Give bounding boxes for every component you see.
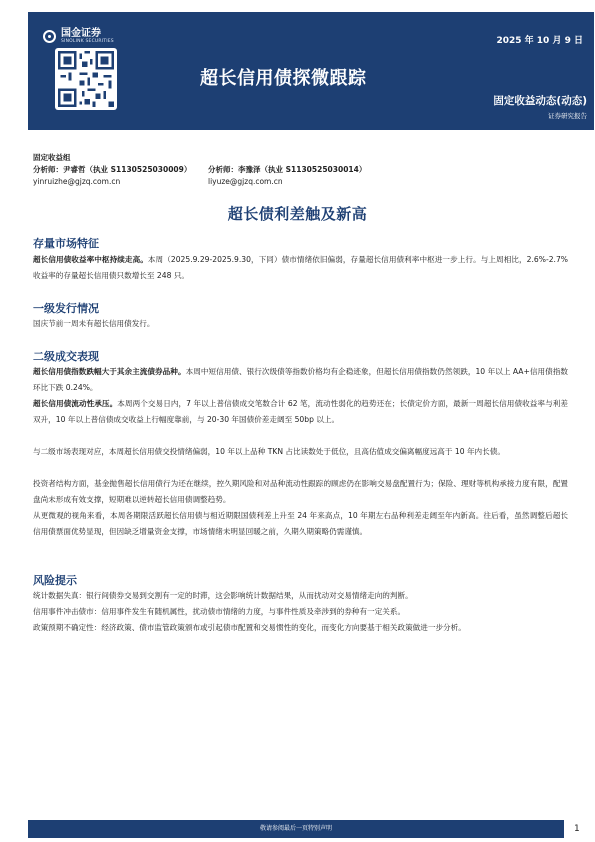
section-risk-para-2: [33, 604, 568, 620]
para-body: 国庆节前一周未有超长信用债发行。: [33, 319, 155, 328]
analyst-1-prefix: 分析师：: [33, 165, 63, 174]
section-risk-para-1: [33, 588, 568, 604]
section-heading-primary-issuance: 一级发行情况: [33, 302, 99, 315]
analyst-1-email: yinruizhe@gjzq.com.cn: [33, 177, 121, 186]
report-type: 证券研究报告: [548, 112, 587, 120]
para-body: 从更微观的视角来看，本周各期限活跃超长信用债与相近期限国债利差上升至 24 年来高点，10 年期左右品种利差走阔至年内新高。往后看，虽然调整后超长信用债票面优势显现，但因缺乏增量资金支撑，市场情绪未明显回暖之前，久期久期策略仍需谨慎。: [33, 511, 568, 536]
para-body: 本周中短信用债、银行次级债等指数价格均有企稳迹象，但超长信用债指数仍然领跌，10 年以上 AA+信用债指数环比下跌 0.24%。: [33, 367, 569, 392]
analyst-info: [33, 152, 563, 188]
section-secondary-para-5: [33, 508, 568, 540]
section-risk-para-3: [33, 620, 568, 636]
para-body: 本周两个交易日内，7 年以上普信债成交笔数合计 62 笔，流动性弱化的趋势还在；长债定价方面，最新一周超长信用债收益率与利差双升，10 年以上普信债成交收益上行幅度靠前，与 20-30 年国债价差走阔至 50bp 以上。: [33, 399, 568, 424]
analyst-1-name: 尹睿哲（执业 S1130525030009）: [63, 165, 192, 174]
para-lead: 超长信用债收益率中枢持续走高。: [33, 255, 148, 264]
page-number: 1: [574, 824, 580, 834]
section-stock-market-para-1: [33, 252, 568, 284]
section-secondary-para-4: [33, 476, 568, 508]
report-category: 固定收益动态(动态): [493, 95, 587, 107]
logo-en-text: SINOLINK SECURITIES: [61, 39, 114, 44]
para-body: 政策预期不确定性：经济政策、债市监管政策颁布或引起债市配置和交易惯性的变化，而变化方向要基于相关政策做进一步分析。: [33, 623, 466, 632]
section-secondary-para-3: [33, 444, 568, 460]
para-lead: 超长信用债指数跌幅大于其余主流债券品种。: [33, 367, 186, 376]
report-series-title: 超长信用债探微跟踪: [200, 68, 367, 89]
para-lead: 超长信用债流动性承压。: [33, 399, 118, 408]
para-body: 本周（2025.9.29-2025.9.30，下同）债市情绪依旧偏弱，存量超长信用债利率中枢进一步上行。与上周相比，2.6%-2.7%收益率的存量超长信用债只数增长至 248 只。: [33, 255, 569, 280]
analyst-2-name: 李豫泽（执业 S1130525030014）: [238, 165, 367, 174]
document-title: 超长债利差触及新高: [227, 205, 368, 223]
company-logo: [43, 28, 114, 45]
footer-disclaimer: 敬请参阅最后一页特别声明: [28, 820, 564, 838]
section-secondary-para-2: [33, 396, 568, 428]
section-primary-issuance-para-1: [33, 316, 568, 332]
section-heading-stock-market: 存量市场特征: [33, 237, 99, 250]
analyst-2-email: liyuze@gjzq.com.cn: [208, 177, 283, 186]
analyst-2-prefix: 分析师：: [208, 165, 238, 174]
para-body: 投资者结构方面，基金抛售超长信用债行为还在继续，控久期风险和对品种流动性跟踪的顾虑仍在影响交易盘配置行为；保险、理财等机构承接力度有限，配置盘尚未形成有效支撑，短期难以逆转超长信用债调整趋势。: [33, 479, 568, 504]
logo-cn-text: 国金证券: [61, 28, 101, 39]
para-body: 信用事件冲击债市：信用事件发生有随机属性，扰动债市情绪的力度，与事件性质及牵涉到的券种有一定关系。: [33, 607, 406, 616]
section-secondary-para-1: [33, 364, 568, 396]
section-heading-secondary-trading: 二级成交表现: [33, 350, 99, 363]
qr-code-icon: [55, 48, 117, 110]
report-date: 2025 年 10 月 9 日: [496, 36, 583, 46]
sinolink-logo-icon: [43, 30, 56, 43]
para-body: 统计数据失真：银行间债券交易到交割有一定的时滞，这会影响统计数据结果，从而扰动对交易情绪走向的判断。: [33, 591, 413, 600]
section-heading-risk: 风险提示: [33, 574, 77, 587]
team-name: 固定收益组: [33, 153, 71, 162]
para-body: 与二级市场表现对应，本周超长信用债交投情绪偏弱，10 年以上品种 TKN 占比读数处于低位，且高估值成交偏离幅度远高于 10 年内长债。: [33, 447, 505, 456]
